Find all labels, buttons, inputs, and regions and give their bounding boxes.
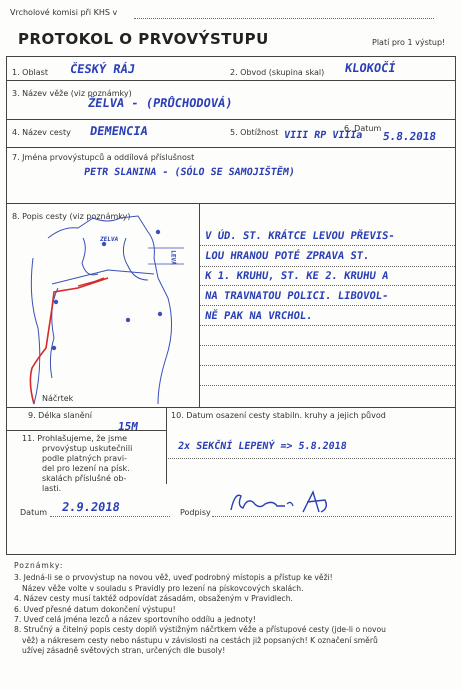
bolting-label: 10. Datum osazení cesty stabiln. kruhy a jejich původ: [171, 411, 386, 420]
note-item: užívej zásadně světových stran, určených dle busoly!: [22, 646, 226, 656]
description-label: 8. Popis cesty (viz poznámky): [12, 212, 131, 221]
date-label: 6. Datum: [344, 124, 382, 133]
form-title: PROTOKOL O PRVOVÝSTUPU: [18, 30, 269, 48]
rappel-label: 9. Délka slanění: [28, 411, 92, 420]
note-item: Název věže volte v souladu s Pravidly pro lezení na pískovcových skalách.: [22, 583, 304, 593]
signature-image: [225, 488, 335, 518]
tower-label: 3. Název věže (viz poznámky): [12, 89, 132, 98]
climbers-label: 7. Jména prvovýstupců a oddílová příslušnost: [12, 153, 195, 162]
notes-title: Poznámky:: [14, 561, 64, 570]
description-line-5: NĚ PAK NA VRCHOL.: [204, 310, 314, 322]
rappel-value: 15M: [117, 420, 139, 433]
area-value: ČESKÝ RÁJ: [69, 62, 137, 76]
sketch-mark-zelva: ZELVA: [99, 236, 119, 243]
difficulty-label: 5. Obtížnost: [230, 128, 279, 137]
committee-line: Vrcholové komisi při KHS v: [10, 8, 118, 17]
validity-note: Platí pro 1 výstup!: [372, 38, 446, 47]
sign-date-label: Datum: [20, 508, 48, 517]
tower-value: ŽELVA - (PRŮCHODOVÁ): [87, 96, 234, 110]
declaration-line-3: podle platných pravi-: [42, 454, 128, 463]
district-value: KLOKOČÍ: [344, 61, 397, 75]
note-item: 8. Stručný a čitelný popis cesty doplň výstižným náčrtkem věže a přístupové cesty (jde-li o novou: [14, 625, 386, 635]
sketch-mark-leva: LEVÁ: [169, 250, 177, 265]
note-item: 6. Uveď přesné datum dokončení výstupu!: [14, 604, 176, 614]
route-label: 4. Název cesty: [12, 128, 71, 137]
signatures-label: Podpisy: [180, 508, 211, 517]
area-label: 1. Oblast: [12, 68, 48, 77]
note-item: 7. Uveď celá jména lezců a název sportovního oddílu a jednoty!: [14, 615, 256, 625]
difficulty-value: VIII RP VIIIa: [283, 130, 364, 141]
declaration-line-6: lasti.: [42, 484, 62, 493]
climbers-value: PETR SLANINA - (SÓLO SE SAMOJIŠTĚM): [83, 167, 296, 178]
district-label: 2. Obvod (skupina skal): [230, 68, 325, 77]
declaration-line-4: del pro lezení na písk.: [42, 464, 130, 473]
description-line-2: LOU HRANOU POTÉ ZPRAVA ST.: [204, 250, 371, 262]
sign-date-value: 2.9.2018: [61, 500, 121, 514]
description-line-1: V ÚD. ST. KRÁTCE LEVOU PŘEVIS-: [204, 230, 396, 242]
sketch-label: Náčrtek: [42, 394, 74, 403]
description-line-3: K 1. KRUHU, ST. KE 2. KRUHU A: [204, 270, 390, 282]
note-item: věž) a nákresem cesty nebo nástupu v závislosti na cestách již popsaných! K označení směrů: [22, 635, 378, 645]
route-value: DEMENCIA: [89, 124, 149, 138]
declaration-line-1: 11. Prohlašujeme, že jsme: [22, 434, 128, 443]
bolting-value: 2x SEKČNÍ LEPENÝ => 5.8.2018: [177, 441, 348, 452]
note-item: 4. Název cesty musí taktéž odpovídat zásadám, obsaženým v Pravidlech.: [14, 594, 293, 604]
declaration: [22, 434, 132, 494]
declaration-line-5: skalách příslušné ob-: [42, 474, 127, 483]
date-value: 5.8.2018: [382, 130, 437, 143]
notes-block: [14, 561, 386, 657]
note-item: 3. Jedná-li se o prvovýstup na novou věž, uveď podrobný místopis a přístup ke věži!: [14, 573, 333, 583]
declaration-line-2: prvovýstup uskutečnili: [42, 444, 133, 453]
description-line-4: NA TRAVNATOU POLICI. LIBOVOL-: [204, 290, 390, 302]
